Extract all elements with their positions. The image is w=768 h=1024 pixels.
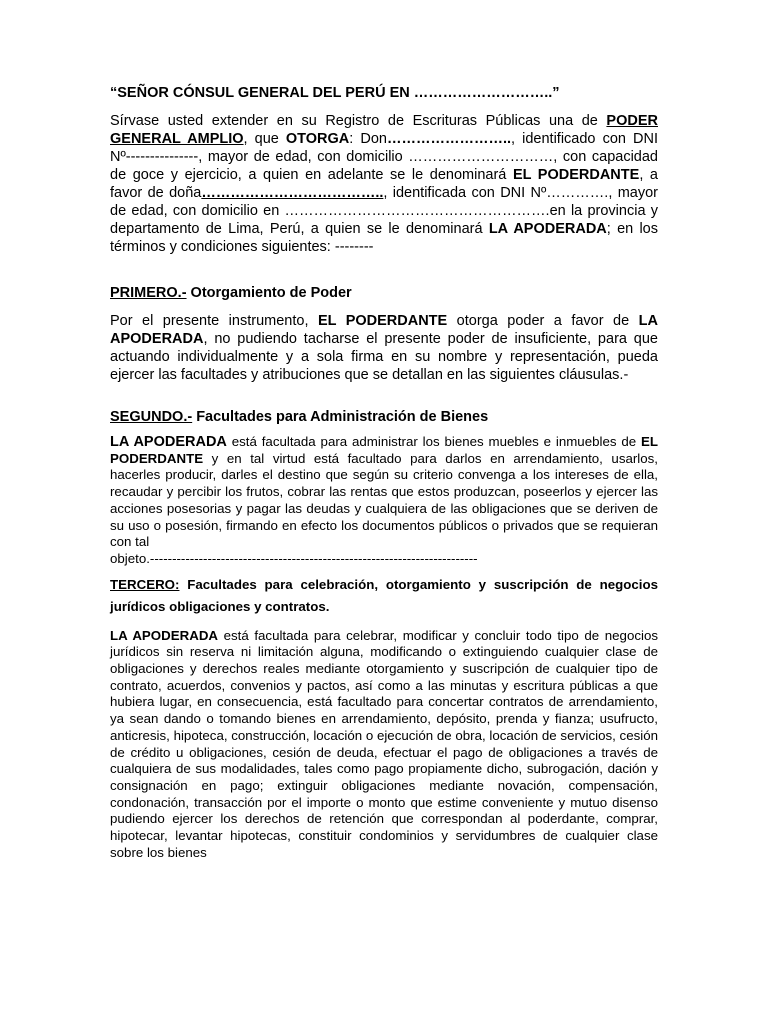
spacer [110, 618, 658, 628]
segundo-text-2: está facultada para administrar los bienes muebles e inmuebles de [226, 434, 641, 449]
intro-text-3: , que [243, 131, 286, 147]
spacer [110, 256, 658, 284]
primero-heading [110, 284, 658, 302]
primero-label: PRIMERO.- [110, 285, 187, 301]
tercero-label: TERCERO: [110, 576, 180, 592]
primero-text-5: , no pudiendo tacharse el presente poder de insuficiente, para que actuando individualmente y a sola firma en su nombre y representación, pueda ejercer las facultades y atribuciones que se detallan en las siguientes cláusulas.- [110, 331, 658, 383]
segundo-last-line: objeto.-------------------------------------------------------------------------- [110, 550, 478, 566]
dona-blank: ……………………………….. [201, 185, 384, 201]
la-apoderada-label: LA APODERADA [488, 221, 607, 237]
intro-text-11: , identificada con DNI Nº…………., mayor de edad, con domicilio en ……………………………………………….en la provincia y departamento de Lima, Perú, a quien se le denominará [110, 185, 658, 237]
otorga-label: OTORGA [285, 131, 350, 147]
intro-text-13: ; en los términos y condiciones siguientes: -------- [110, 221, 658, 255]
primero-text-1: Por el presente instrumento, [110, 313, 318, 329]
spacer [110, 384, 658, 408]
primero-poderdante: EL PODERDANTE [317, 313, 448, 329]
tercero-title: Facultades para celebración, otorgamiento y suscripción de negocios jurídicos obligaciones y contratos. [110, 576, 658, 614]
tercero-heading [110, 574, 658, 618]
segundo-apoderada: LA APODERADA [110, 434, 227, 450]
document-title: “SEÑOR CÓNSUL GENERAL DEL PERÚ EN ………………………..” [110, 85, 560, 101]
tercero-text-2: está facultada para celebrar, modificar y concluir todo tipo de negocios jurídicos sin reserva ni limitación alguna, modificando o extinguiendo cualquier clase de obligaciones y derechos reales mediante otorgamiento y suscripción de cualquier tipo de contrato, acuerdos, convenios y pactos, así como a las minutas y escritura públicas a que hubiera lugar, en consecuencia, está facultado para concertar contratos de arrendamiento, ya sean dando o tomando bienes en arrendamiento, depósito, prenda y fianza; usufructo, anticresis, hipoteca, construcción, locación o ejecución de obra, locación de servicios, cesión de crédito u obligaciones, cesión de deuda, efectuar el pago de obligaciones a través de cualquiera de sus modalidades, tales como pago propiamente dicho, subrogación, dación y consignación en pago; extinguir obligaciones mediante novación, compensación, condonación, transacción por el importe o monto que estime conveniente y mutuo disenso pudiendo ejercer los derechos de retención que correspondan al poderdante, comprar, hipotecar, levantar hipotecas, constituir condominios y servidumbres de cualquier clase sobre los bienes [110, 627, 658, 860]
segundo-paragraph [110, 434, 658, 551]
segundo-title: Facultades para Administración de Bienes [192, 409, 489, 425]
poder-general-amplio: PODER GENERAL AMPLIO [110, 113, 658, 147]
tercero-apoderada: LA APODERADA [110, 627, 219, 643]
segundo-text-4: y en tal virtud está facultado para darlos en arrendamiento, usarlos, hacerles producir, darles el destino que según su criterio convenga a los intereses de ella, recaudar y percibir los frutos, cobrar las rentas que estos produzcan, poseerlos y ejercer las acciones posesorias y pagar las deudas y cualquiera de las obligaciones que se deriven de su uso o posesión, firmando en efecto los documentos públicos o privados que se requieran con tal [110, 450, 658, 550]
primero-apoderada: LA APODERADA [110, 313, 658, 347]
segundo-poderdante: EL PODERDANTE [110, 434, 658, 466]
primero-paragraph [110, 312, 658, 384]
el-poderdante-label: EL PODERDANTE [512, 167, 640, 183]
intro-paragraph [110, 112, 658, 256]
primero-title: Otorgamiento de Poder [186, 285, 352, 301]
intro-text-9: , a favor de doña [110, 167, 658, 201]
segundo-heading [110, 408, 658, 426]
tercero-paragraph [110, 628, 658, 862]
primero-text-3: otorga poder a favor de [447, 313, 639, 329]
document-page [110, 84, 658, 861]
intro-text-5: : Don [349, 131, 387, 147]
don-blank: …………………….. [386, 131, 512, 147]
segundo-label: SEGUNDO.- [110, 409, 193, 425]
intro-text-1: Sírvase usted extender en su Registro de Escrituras Públicas una de [110, 113, 607, 129]
intro-text-7: , identificado con DNI Nº---------------, mayor de edad, con domicilio …………………………, con capacidad de goce y ejercicio, a quien en adelante se le denominará [110, 131, 658, 183]
